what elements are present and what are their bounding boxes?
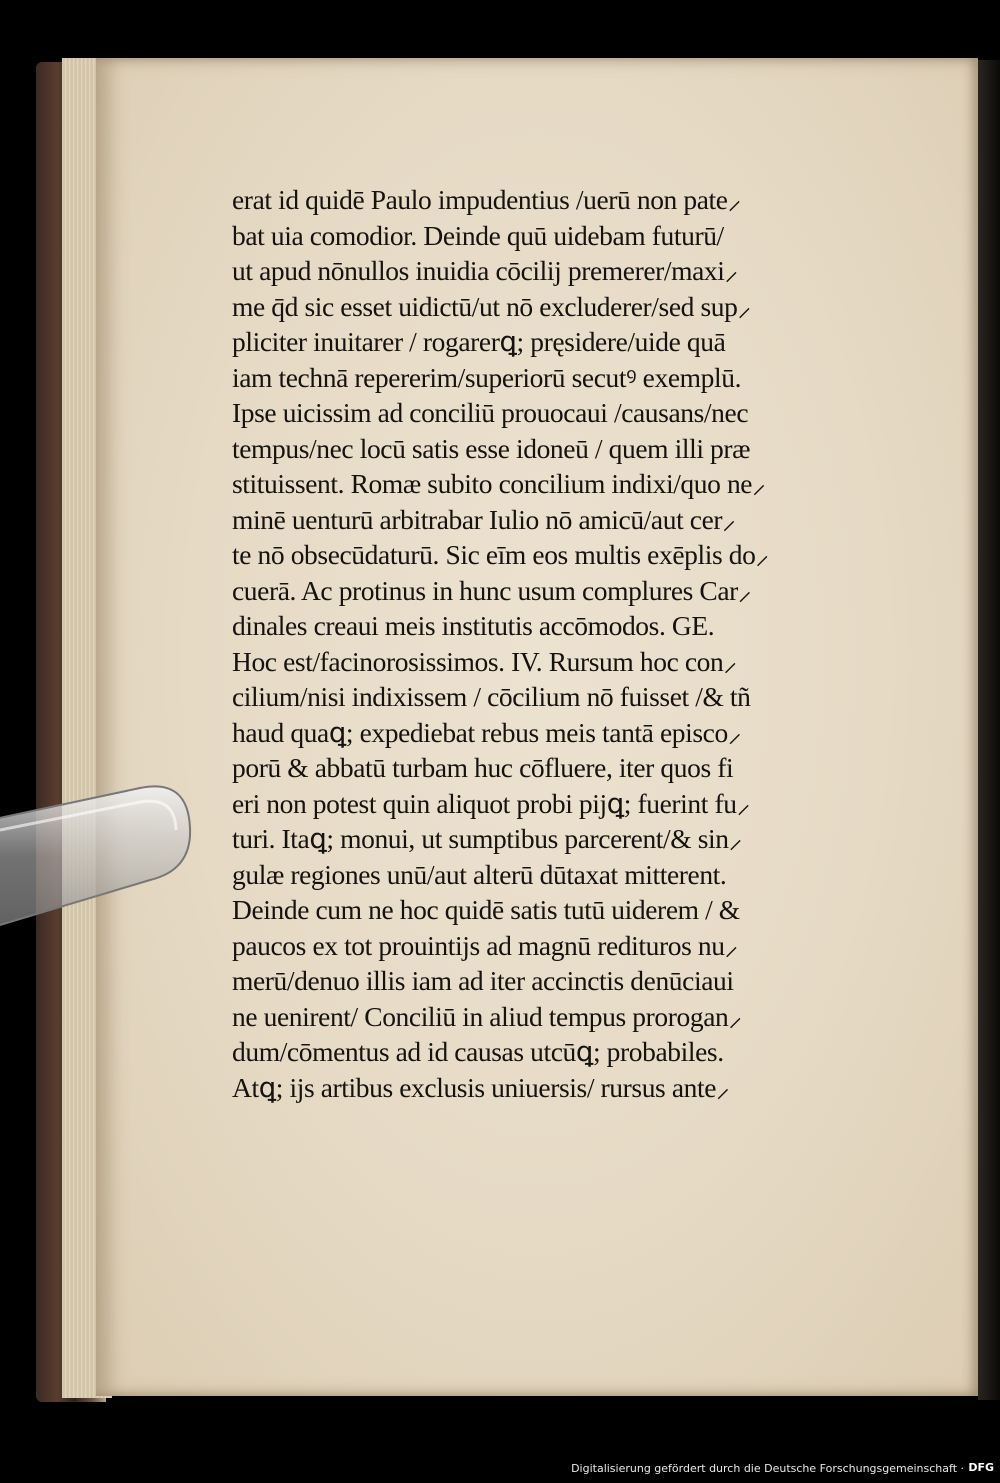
text-line: minē uenturū arbitrabar Iulio nō amicū/aut cer⸝ — [232, 503, 736, 535]
text-line: gulæ regiones unū/aut alterū dūtaxat mitterent. — [232, 858, 727, 890]
text-line: paucos ex tot prouintijs ad magnū redituros nu⸝ — [232, 929, 738, 961]
book-gutter — [978, 60, 1000, 1400]
text-line: ne uenirent/ Conciliū in aliud tempus prorogan⸝ — [232, 1000, 742, 1032]
text-line: Atꝗ; ijs artibus exclusis uniuersis/ rursus ante⸝ — [232, 1071, 730, 1103]
text-line: bat uia comodior. Deinde quū uidebam futurū/ — [232, 219, 724, 251]
text-line: iam technā repererim/superiorū secutꝰ exemplū. — [232, 361, 742, 393]
text-line: tempus/nec locū satis esse idoneū / quem illi præ — [232, 432, 751, 464]
text-line: eri non potest quin aliquot probi pijꝗ; fuerint fu⸝ — [232, 787, 750, 819]
page-clip-holder — [0, 780, 195, 930]
text-line: Ipse uicissim ad conciliū prouocaui /causans/nec — [232, 397, 749, 428]
text-line: dinales creaui meis institutis accōmodos. GE. — [232, 610, 715, 641]
text-line: cilium/nisi indixissem / cōcilium nō fuisset /& tñ — [232, 681, 751, 712]
text-line: stituissent. Romæ subito concilium indixi/quo ne⸝ — [232, 468, 766, 499]
digitization-credit: Digitalisierung gefördert durch die Deutsche Forschungsgemeinschaft · — [571, 1462, 964, 1475]
text-line: cuerā. Ac protinus in hunc usum complures Car⸝ — [232, 574, 752, 606]
text-line: Hoc est/facinorosissimos. IV. Rursum hoc con⸝ — [232, 645, 737, 677]
text-line: porū & abbatū turbam huc cōfluere, iter quos fi — [232, 752, 734, 783]
page-text — [232, 182, 892, 1105]
text-line: dum/cōmentus ad id causas utcūꝗ; probabiles. — [232, 1036, 724, 1067]
text-line: merū/denuo illis iam ad iter accinctis denūciaui — [232, 965, 734, 996]
dfg-logo: DFG — [968, 1461, 994, 1474]
text-line: te nō obsecūdaturū. Sic eīm eos multis exēplis do⸝ — [232, 539, 769, 570]
text-line: erat id quidē Paulo impudentius /uerū non pate⸝ — [232, 184, 741, 215]
text-line: Deinde cum ne hoc quidē satis tutū uiderem / & — [232, 894, 740, 925]
text-line: haud quaꝗ; expediebat rebus meis tantā episco⸝ — [232, 716, 742, 748]
text-line: turi. Itaꝗ; monui, ut sumptibus parcerent/& sin⸝ — [232, 823, 742, 854]
text-line: me q̄d sic esset uidictū/ut nō excluderer/sed sup⸝ — [232, 290, 751, 322]
text-line: ut apud nōnullos inuidia cōcilij premerer/maxi⸝ — [232, 255, 738, 286]
text-line: pliciter inuitarer / rogarerꝗ; pręsidere/uide quā — [232, 326, 726, 357]
